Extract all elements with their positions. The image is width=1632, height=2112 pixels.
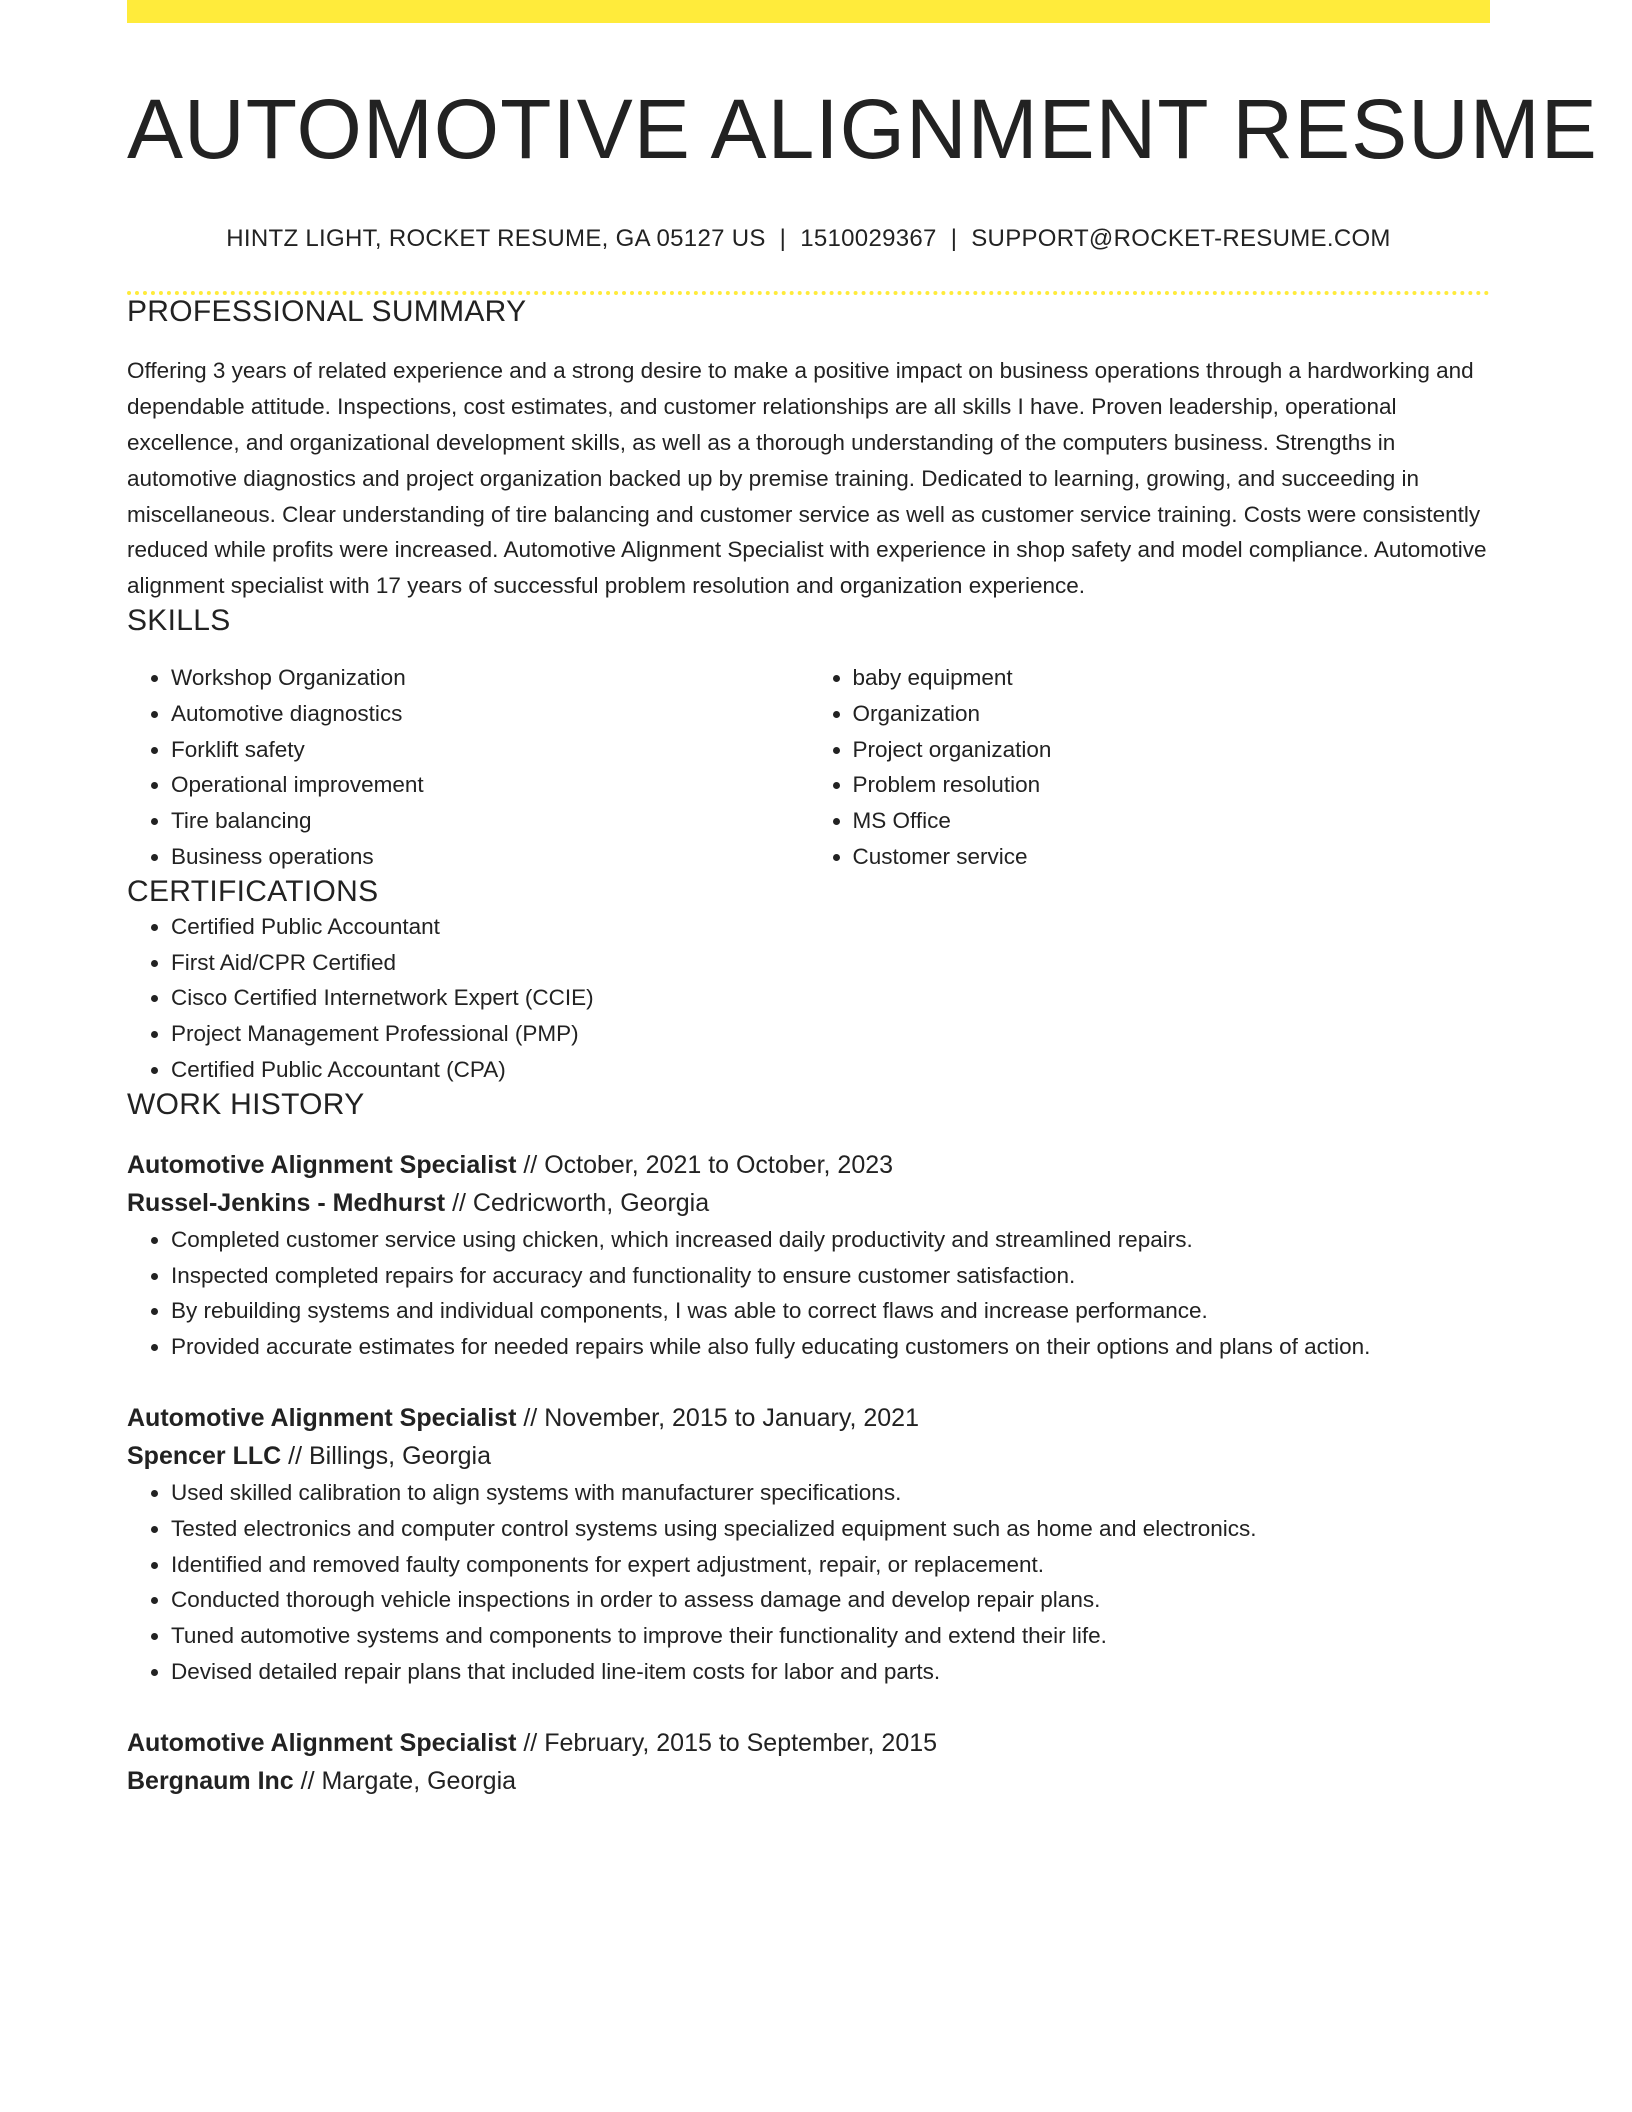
skill-item: • Operational improvement xyxy=(171,767,809,803)
job-entry xyxy=(127,1724,1490,1800)
skill-item: • Workshop Organization xyxy=(171,660,809,696)
job-role-line xyxy=(127,1146,1490,1184)
job-duty: • Devised detailed repair plans that included line-item costs for labor and parts. xyxy=(171,1654,1490,1690)
job-duty: • Used skilled calibration to align systems with manufacturer specifications. xyxy=(171,1475,1490,1511)
skill-item: • Project organization xyxy=(853,732,1491,768)
job-company: Bergnaum Inc xyxy=(127,1766,294,1795)
job-dates: // February, 2015 to September, 2015 xyxy=(516,1728,938,1757)
job-role: Automotive Alignment Specialist xyxy=(127,1150,517,1179)
accent-top-bar xyxy=(127,0,1490,23)
job-location: // Cedricworth, Georgia xyxy=(445,1188,710,1217)
certification-item: • Certified Public Accountant (CPA) xyxy=(171,1052,1490,1088)
job-duties xyxy=(127,1475,1490,1690)
job-company: Russel-Jenkins - Medhurst xyxy=(127,1188,446,1217)
job-duty: • By rebuilding systems and individual components, I was able to correct flaws and increase performance. xyxy=(171,1293,1490,1329)
skill-item: • Tire balancing xyxy=(171,803,809,839)
job-entry xyxy=(127,1146,1490,1365)
resume-page xyxy=(127,0,1598,1800)
job-duty: • Conducted thorough vehicle inspections in order to assess damage and develop repair plans. xyxy=(171,1582,1490,1618)
summary-text: Offering 3 years of related experience and a strong desire to make a positive impact on business operations through a hardworking and dependable attitude. Inspections, cost estimates, and customer relationships are all skills I have. Proven leadership, operational excellence, and organizational development skills, as well as a thorough understanding of the computers business. Strengths in automotive diagnostics and project organization backed up by premise training. Dedicated to learning, growing, and succeeding in miscellaneous. Clear understanding of tire balancing and customer service as well as customer service training. Costs were consistently reduced while profits were increased. Automotive Alignment Specialist with experience in shop safety and model compliance. Automotive alignment specialist with 17 years of successful problem resolution and organization experience. xyxy=(127,358,1487,599)
resume-title: AUTOMOTIVE ALIGNMENT RESUME xyxy=(127,82,1598,176)
job-duty: • Completed customer service using chicken, which increased daily productivity and streamlined repairs. xyxy=(171,1222,1490,1258)
job-dates: // October, 2021 to October, 2023 xyxy=(516,1150,894,1179)
certifications-list xyxy=(127,909,1490,1088)
contact-separator: | xyxy=(950,225,958,253)
certifications-heading: CERTIFICATIONS xyxy=(127,874,379,908)
job-duty: • Tuned automotive systems and components to improve their functionality and extend their life. xyxy=(171,1618,1490,1654)
job-company: Spencer LLC xyxy=(127,1441,282,1470)
skills-column-right xyxy=(809,660,1491,875)
job-role-line xyxy=(127,1399,1490,1437)
skill-item: • MS Office xyxy=(853,803,1491,839)
contact-address: HINTZ LIGHT, ROCKET RESUME, GA 05127 US xyxy=(226,225,766,253)
skills-heading: SKILLS xyxy=(127,603,231,637)
contact-email: SUPPORT@ROCKET-RESUME.COM xyxy=(971,225,1391,253)
skill-item: • Problem resolution xyxy=(853,767,1491,803)
certification-item: • Project Management Professional (PMP) xyxy=(171,1016,1490,1052)
contact-line xyxy=(127,225,1490,253)
job-role: Automotive Alignment Specialist xyxy=(127,1728,517,1757)
skill-item: • Customer service xyxy=(853,839,1491,875)
skills-column-left xyxy=(127,660,809,875)
job-duty: • Tested electronics and computer control systems using specialized equipment such as home and electronics. xyxy=(171,1511,1490,1547)
skill-item: • Business operations xyxy=(171,839,809,875)
job-role-line xyxy=(127,1724,1490,1762)
skills-grid xyxy=(127,660,1490,875)
certification-item: • Certified Public Accountant xyxy=(171,909,1490,945)
job-company-line xyxy=(127,1437,1490,1475)
skill-item: • baby equipment xyxy=(853,660,1491,696)
certification-item: • First Aid/CPR Certified xyxy=(171,945,1490,981)
job-location: // Margate, Georgia xyxy=(293,1766,517,1795)
work-history-heading: WORK HISTORY xyxy=(127,1087,365,1121)
job-duty: • Identified and removed faulty components for expert adjustment, repair, or replacement. xyxy=(171,1547,1490,1583)
job-duty: • Inspected completed repairs for accuracy and functionality to ensure customer satisfaction. xyxy=(171,1258,1490,1294)
job-dates: // November, 2015 to January, 2021 xyxy=(516,1403,919,1432)
skill-item: • Forklift safety xyxy=(171,732,809,768)
job-location: // Billings, Georgia xyxy=(281,1441,492,1470)
job-duties xyxy=(127,1222,1490,1365)
job-company-line xyxy=(127,1184,1490,1222)
job-duty: • Provided accurate estimates for needed repairs while also fully educating customers on their options and plans of action. xyxy=(171,1329,1490,1365)
contact-separator: | xyxy=(779,225,787,253)
skill-item: • Organization xyxy=(853,696,1491,732)
skill-item: • Automotive diagnostics xyxy=(171,696,809,732)
job-role: Automotive Alignment Specialist xyxy=(127,1403,517,1432)
contact-phone: 1510029367 xyxy=(800,225,937,253)
certification-item: • Cisco Certified Internetwork Expert (CCIE) xyxy=(171,980,1490,1016)
job-entry xyxy=(127,1399,1490,1690)
job-company-line xyxy=(127,1762,1490,1800)
summary-heading: PROFESSIONAL SUMMARY xyxy=(127,295,527,329)
